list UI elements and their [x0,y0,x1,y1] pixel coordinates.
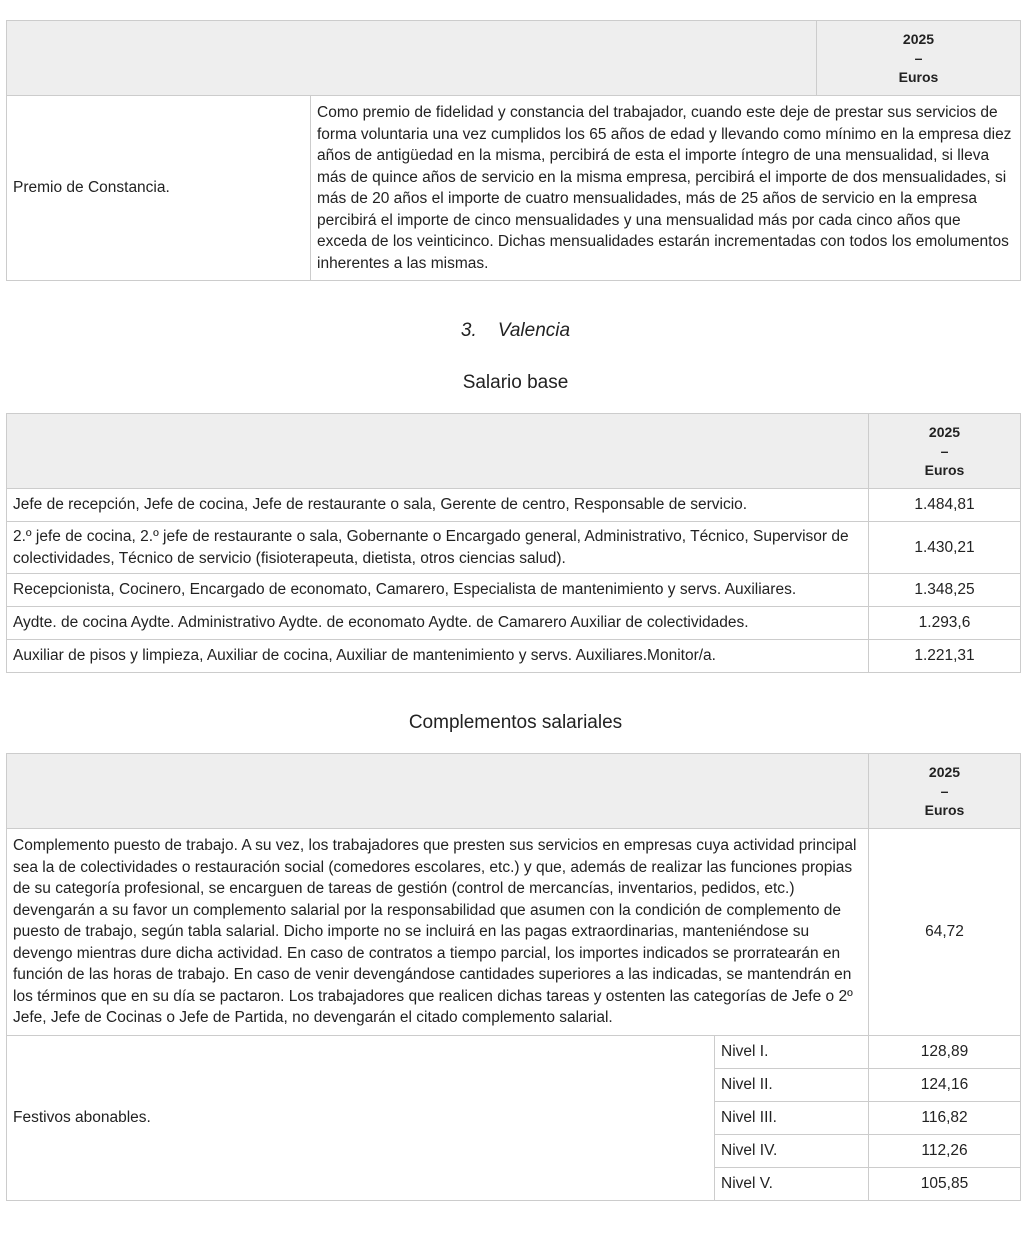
table-row [7,522,1021,574]
header-year: 2025 [902,30,935,47]
level-name: Nivel I. [715,1035,869,1068]
header-year-cell [869,414,1021,489]
salario-base-table [6,413,1021,673]
row-value: 1.430,21 [869,522,1021,574]
section-name: Valencia [497,320,571,341]
header-year-cell [817,21,1021,96]
row-label: Aydte. de cocina Aydte. Administrativo Aydte. de economato Aydte. de Camarero Auxiliar de colectividades. [7,607,869,640]
level-value: 124,16 [869,1068,1021,1101]
table-row [7,607,1021,640]
header-unit: Euros [924,801,965,818]
salario-base-title: Salario base [462,372,569,393]
header-year: 2025 [928,423,961,440]
header-dash: – [914,49,923,66]
row-value: 1.348,25 [869,574,1021,607]
complementos-title: Complementos salariales [408,712,623,733]
level-value: 112,26 [869,1134,1021,1167]
header-blank-cell [7,21,817,96]
header-blank-cell [7,754,869,829]
row-label: Auxiliar de pisos y limpieza, Auxiliar de cocina, Auxiliar de mantenimiento y servs. Auxiliares.Monitor/a. [7,640,869,673]
level-name: Nivel II. [715,1068,869,1101]
level-name: Nivel V. [715,1167,869,1200]
header-dash: – [940,442,949,459]
header-year: 2025 [928,763,961,780]
level-value: 116,82 [869,1101,1021,1134]
table-row [7,1035,1021,1068]
header-year-cell [869,754,1021,829]
premio-text: Como premio de fidelidad y constancia del trabajador, cuando este deje de prestar sus servicios de forma voluntaria una vez cumplidos los 65 años de edad y llevando como mínimo en la empresa diez años de antigüedad en la misma, percibirá de esta el importe íntegro de una mensualidad, si lleva más de quince años de servicio en la misma empresa, percibirá el importe de dos mensualidades, si más de 20 años el importe de cuatro mensualidades, más de 25 años de servicio en la empresa percibirá el importe de cinco mensualidades y una mensualidad más por cada cinco años que exceda de los veinticinco. Dichas mensualidades estarán incrementadas con todos los emolumentos inherentes a las mismas. [311,96,1021,281]
section-number: 3. [460,320,477,341]
puesto-value: 64,72 [869,829,1021,1036]
puesto-text: Complemento puesto de trabajo. A su vez, los trabajadores que presten sus servicios en empresas cuya actividad principal sea la de colectividades o restauración social (comedores escolares, etc.) y que, además de realizar las funciones propias de su categoría profesional, se encarguen de tareas de gestión (control de mercancías, inventarios, pedidos, etc.) devengarán a su favor un complemento salarial por la responsabilidad que asumen con la condición de complemento de puesto de trabajo, según tabla salarial. Dicho importe no se incluirá en las pagas extraordinarias, manteniéndose su devengo mientras dure dicha actividad. En caso de contratos a tiempo parcial, los importes indicados se prorratearán en función de las horas de trabajo. En caso de venir devengándose cantidades superiores a las indicadas, se mantendrán en los términos que en su día se pactaron. Los trabajadores que realicen dichas tareas y ostenten las categorías de Jefe o 2º Jefe, Jefe de Cocinas o Jefe de Partida, no devengarán el citado complemento salarial. [7,829,869,1036]
festivos-label: Festivos abonables. [7,1035,715,1200]
table-row [7,640,1021,673]
complementos-table [6,753,1021,1201]
level-name: Nivel III. [715,1101,869,1134]
row-value: 1.221,31 [869,640,1021,673]
table-row [7,489,1021,522]
section-heading [0,319,1031,343]
table-row [7,829,1021,1036]
row-value: 1.484,81 [869,489,1021,522]
header-blank-cell [7,414,869,489]
premio-label: Premio de Constancia. [7,96,311,281]
row-label: 2.º jefe de cocina, 2.º jefe de restaurante o sala, Gobernante o Encargado general, Administrativo, Técnico, Supervisor de colectividades, Técnico de servicio (fisioterapeuta, dietista, otros ciencias salud). [7,522,869,574]
header-dash: – [940,782,949,799]
header-unit: Euros [898,68,939,85]
row-label: Recepcionista, Cocinero, Encargado de economato, Camarero, Especialista de mantenimiento y servs. Auxiliares. [7,574,869,607]
level-name: Nivel IV. [715,1134,869,1167]
table-row [7,574,1021,607]
level-value: 105,85 [869,1167,1021,1200]
row-value: 1.293,6 [869,607,1021,640]
row-label: Jefe de recepción, Jefe de cocina, Jefe de restaurante o sala, Gerente de centro, Responsable de servicio. [7,489,869,522]
premio-table [6,20,1021,281]
level-value: 128,89 [869,1035,1021,1068]
header-unit: Euros [924,461,965,478]
